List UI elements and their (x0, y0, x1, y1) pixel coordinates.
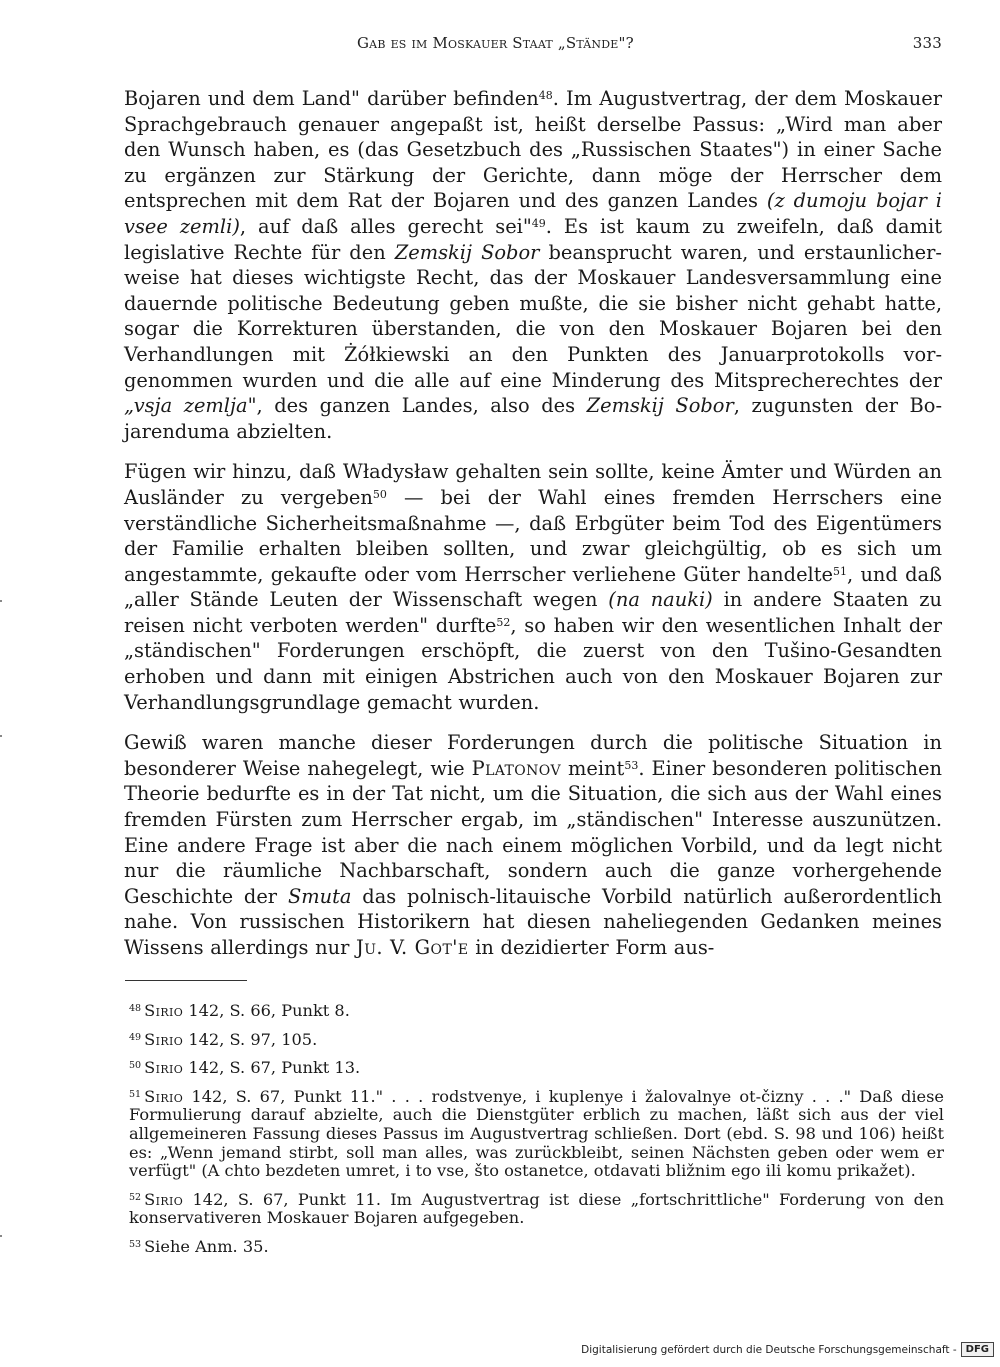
scan-speck (0, 735, 2, 737)
credit-text: Digitalisierung gefördert durch die Deutsche Forschungsgemeinschaft - (581, 1343, 957, 1356)
scan-speck (0, 1235, 2, 1237)
running-head-title: Gab es im Moskauer Staat „Stände"? (357, 34, 634, 52)
footnote-number: 50 (129, 1060, 142, 1072)
footnotes (129, 1002, 944, 1267)
footnote-number: 52 (129, 1191, 142, 1203)
paragraph: Bojaren und dem Land" darüber befinden$^{48}$. Im Augustvertrag, der dem Moskauer Sprachgebrauch genauer angepaßt ist, heißt derselbe Passus: „Wird man aber den Wunsch haben, es (das Gesetzbuch des „Russischen Staates") in einer Sache zu ergänzen zur Stärkung der Gerichte, dann möge der Herrscher dem entsprechen mit dem Rat der Bojaren und des ganzen Landes (z dumoju bojar i vsee zemli), auf daß alles gerecht sei"$^{49}$. Es ist kaum zu zweifeln, daß damit legislative Rechte für den Zemskij Sobor beansprucht waren, und erstaunlicherweise hat dieses wichtigste Recht, das der Moskauer Landesversammlung eine dauernde politische Bedeutung geben mußte, die sie bisher nicht gehabt hatte, sogar die Korrekturen überstanden, die von den Moskauer Bojaren bei den Verhandlungen mit Żółkiewski an den Punkten des Januarprotokolls vorgenommen wurden und die alle auf eine Minderung des Mitsprecherechtes der „vsja zemlja", des ganzen Landes, also des Zemskij Sobor, zugunsten der Bojarenduma abzielten. (124, 87, 943, 443)
footnote-text: Sirio 142, S. 67, Punkt 13. (144, 1058, 361, 1078)
footnote-rule (125, 980, 247, 981)
paragraph: Fügen wir hinzu, daß Władysław gehalten sein sollte, keine Ämter und Würden an Ausländer zu vergeben$^{50}$ — bei der Wahl eines fremden Herrschers eine verständliche Sicherheitsmaßnahme —, daß Erbgüter beim Tod des Eigentümers der Familie erhalten bleiben sollten, und zwar gleichgültig, ob es sich um angestammte, gekaufte oder vom Herrscher verliehene Güter handelte$^{51}$, und daß „aller Stände Leuten der Wissenschaft wegen (na nauki) in andere Staaten zu reisen nicht verboten werden" durfte$^{52}$, so haben wir den wesentlichen Inhalt der „ständischen" Forderungen erschöpft, die zuerst von den Tušino-Gesandten erhoben und dann mit einigen Abstrichen auch von den Moskauer Bojaren zur Verhandlungsgrundlage gemacht wurden. (124, 460, 943, 714)
footnote-number: 49 (129, 1031, 142, 1043)
dfg-logo-icon: DFG (961, 1342, 994, 1357)
footnote (129, 1002, 944, 1021)
footnote (129, 1031, 944, 1050)
footnote (129, 1088, 944, 1181)
footnote (129, 1191, 944, 1228)
scan-speck (0, 600, 2, 602)
footnote-text: Siehe Anm. 35. (144, 1236, 269, 1256)
footnote-text: Sirio 142, S. 97, 105. (144, 1029, 318, 1049)
footnote-text: Sirio 142, S. 67, Punkt 11." . . . rodstvenye, i kuplenye i žalovalnye ot-čizny . . ." Daß diese Formulierung darauf abzielte, auch die Dienstgüter erblich zu machen, läßt sich aus der viel allgemeineren Fassung dieses Passus im Augustvertrag schließen. Dort (ebd. S. 98 und 106) heißt es: „Wenn jemand stirbt, soll man alles, was zurückbleibt, seinen Nächsten geben oder wem er verfügt" (A chto bezdeten umret, i to vse, što ostanetce, otdavati bližnim ego ili komu prikažet). (129, 1086, 944, 1181)
footnote (129, 1059, 944, 1078)
footnote-text: Sirio 142, S. 67, Punkt 11. Im Augustvertrag ist diese „fortschrittliche" Forderung von den konservativeren Moskauer Bojaren aufgegeben. (129, 1189, 944, 1228)
paragraph: Gewiß waren manche dieser Forderungen durch die politische Situation in besonderer Weise nahegelegt, wie Platonov meint$^{53}$. Einer besonderen politischen Theorie bedurfte es in der Tat nicht, um die Situation, die sich aus der Wahl eines fremden Fürsten zum Herrscher ergab, im „ständischen" Interesse auszunützen. Eine andere Frage ist aber die nach einem möglichen Vorbild, und da legt nicht nur die räumliche Nachbarschaft, sondern auch die ganze vorhergehende Geschichte der Smuta das polnisch-litauische Vorbild natürlich außerordentlich nahe. Von russischen Historikern hat diesen naheliegenden Gedanken meines Wissens allerdings nur Ju. V. Got'e in dezidierter Form aus- (124, 731, 943, 959)
footnote-number: 53 (129, 1238, 142, 1250)
body-text (124, 86, 942, 961)
footnote-number: 48 (129, 1003, 142, 1014)
footnote (129, 1238, 944, 1257)
digitization-credit (581, 1342, 994, 1357)
page-number: 333 (912, 34, 942, 52)
footnote-number: 51 (129, 1088, 142, 1100)
footnote-text: Sirio 142, S. 66, Punkt 8. (144, 1001, 350, 1020)
